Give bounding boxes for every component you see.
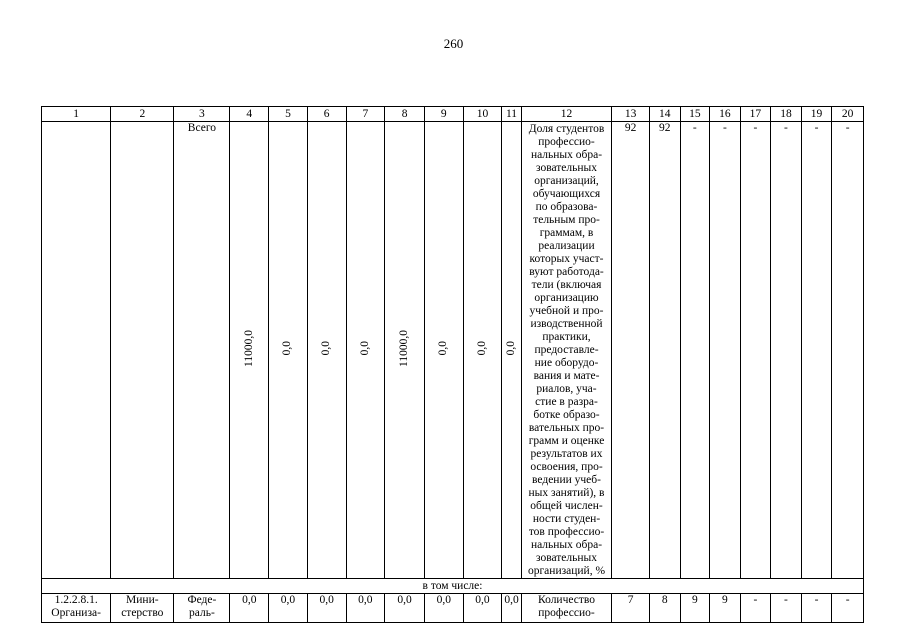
description-line: обучающихся bbox=[532, 188, 601, 200]
sub-col15-value: 9 bbox=[680, 594, 710, 623]
description-line: учебной и про- bbox=[529, 305, 604, 317]
description-line: ботке образо- bbox=[533, 409, 600, 421]
total-col8-value: 11000,0 bbox=[398, 329, 411, 367]
sub-col10-value: 0,0 bbox=[463, 594, 502, 623]
total-col17-value: - bbox=[740, 122, 771, 579]
source-line: Феде- bbox=[187, 594, 217, 606]
budget-indicators-table bbox=[41, 106, 864, 623]
column-header-9: 9 bbox=[424, 107, 463, 122]
sub-col17-value: - bbox=[740, 594, 771, 623]
description-line: вуют работода- bbox=[529, 266, 604, 278]
column-header-7: 7 bbox=[346, 107, 385, 122]
total-col4-value: 11000,0 bbox=[242, 329, 255, 367]
sub-col8-value: 0,0 bbox=[385, 594, 425, 623]
indicator-description bbox=[521, 122, 612, 579]
column-header-5: 5 bbox=[269, 107, 308, 122]
description-line: изводственной bbox=[530, 318, 603, 330]
column-header-4: 4 bbox=[230, 107, 269, 122]
description-line: предоставле- bbox=[534, 344, 599, 356]
description-line: тельным про- bbox=[533, 214, 600, 226]
page-number: 260 bbox=[443, 36, 464, 51]
executor-line: Мини- bbox=[126, 594, 159, 606]
description-line: Доля студентов bbox=[528, 123, 605, 135]
column-header-10: 10 bbox=[463, 107, 502, 122]
column-header-12: 12 bbox=[521, 107, 612, 122]
description-line: организаций, bbox=[534, 175, 599, 187]
sub-col16-value: 9 bbox=[710, 594, 741, 623]
total-label: Всего bbox=[174, 122, 230, 579]
column-header-17: 17 bbox=[740, 107, 771, 122]
sub-col13-value: 7 bbox=[612, 594, 650, 623]
description-line: грамм и оценке bbox=[528, 435, 605, 447]
column-header-13: 13 bbox=[612, 107, 650, 122]
description-line: организацию bbox=[534, 292, 599, 304]
column-header-1: 1 bbox=[42, 107, 111, 122]
description-line: организаций, % bbox=[527, 565, 606, 577]
source-cell bbox=[174, 594, 230, 623]
description-line: ных занятий), в bbox=[528, 487, 605, 499]
sub-col9-value: 0,0 bbox=[424, 594, 463, 623]
sub-indicator-line: Количество bbox=[538, 594, 595, 606]
column-header-16: 16 bbox=[710, 107, 741, 122]
total-row bbox=[42, 122, 864, 579]
total-col18-value: - bbox=[771, 122, 802, 579]
description-line: стие в разра- bbox=[535, 396, 598, 408]
total-col5-cell bbox=[269, 122, 308, 579]
total-col7-value: 0,0 bbox=[358, 340, 371, 356]
total-col19-value: - bbox=[801, 122, 832, 579]
total-col1-cell bbox=[42, 122, 111, 579]
total-col11-cell bbox=[502, 122, 521, 579]
sub-indicator-line: профессио- bbox=[538, 607, 595, 619]
description-line: зовательных bbox=[535, 162, 598, 174]
sub-col7-value: 0,0 bbox=[346, 594, 385, 623]
column-header-3: 3 bbox=[174, 107, 230, 122]
description-line: нальных обра- bbox=[530, 149, 603, 161]
total-col20-value: - bbox=[832, 122, 864, 579]
sub-col5-value: 0,0 bbox=[269, 594, 308, 623]
description-line: которых участ- bbox=[529, 253, 604, 265]
column-header-8: 8 bbox=[385, 107, 425, 122]
sub-col19-value: - bbox=[801, 594, 832, 623]
description-line: тели (включая bbox=[531, 279, 602, 291]
description-line: ности студен- bbox=[532, 513, 601, 525]
sub-col18-value: - bbox=[771, 594, 802, 623]
sub-col20-value: - bbox=[832, 594, 864, 623]
description-line: тов профессио- bbox=[528, 526, 605, 538]
column-header-14: 14 bbox=[650, 107, 681, 122]
total-col9-value: 0,0 bbox=[437, 340, 450, 356]
total-col4-cell bbox=[230, 122, 269, 579]
total-col2-cell bbox=[111, 122, 174, 579]
description-line: профессио- bbox=[538, 136, 595, 148]
description-line: риалов, уча- bbox=[536, 383, 597, 395]
description-line: результатов их bbox=[530, 448, 603, 460]
total-col7-cell bbox=[346, 122, 385, 579]
column-header-2: 2 bbox=[111, 107, 174, 122]
column-header-18: 18 bbox=[771, 107, 802, 122]
description-line: по образова- bbox=[535, 201, 598, 213]
total-col10-value: 0,0 bbox=[475, 340, 488, 356]
executor-cell bbox=[111, 594, 174, 623]
column-header-20: 20 bbox=[832, 107, 864, 122]
description-line: нальных обра- bbox=[530, 539, 603, 551]
sub-col4-value: 0,0 bbox=[230, 594, 269, 623]
sub-indicator-cell bbox=[521, 594, 612, 623]
description-line: ние оборудо- bbox=[534, 357, 599, 369]
column-header-19: 19 bbox=[801, 107, 832, 122]
total-col8-cell bbox=[385, 122, 425, 579]
sub-col6-value: 0,0 bbox=[307, 594, 346, 623]
sub-col14-value: 8 bbox=[650, 594, 681, 623]
total-col11-value: 0,0 bbox=[505, 340, 518, 356]
description-line: освоения, про- bbox=[530, 461, 603, 473]
description-line: практики, bbox=[542, 331, 591, 343]
total-col13-value: 92 bbox=[612, 122, 650, 579]
column-header-15: 15 bbox=[680, 107, 710, 122]
including-row bbox=[42, 579, 864, 594]
item-number: 1.2.2.8.1. bbox=[54, 594, 98, 606]
total-col16-value: - bbox=[710, 122, 741, 579]
description-line: зовательных bbox=[535, 552, 598, 564]
total-col6-value: 0,0 bbox=[320, 340, 333, 356]
description-line: вания и мате- bbox=[533, 370, 600, 382]
total-col9-cell bbox=[424, 122, 463, 579]
total-col5-value: 0,0 bbox=[281, 340, 294, 356]
column-header-11: 11 bbox=[502, 107, 521, 122]
description-line: граммам, в bbox=[539, 227, 594, 239]
total-col15-value: - bbox=[680, 122, 710, 579]
sub-col11-value: 0,0 bbox=[502, 594, 521, 623]
item-name-start: Организа- bbox=[51, 607, 101, 619]
source-line: раль- bbox=[189, 607, 215, 619]
description-line: реализации bbox=[538, 240, 595, 252]
description-line: общей числен- bbox=[530, 500, 603, 512]
total-col14-value: 92 bbox=[650, 122, 681, 579]
item-number-cell bbox=[42, 594, 111, 623]
including-label: в том числе: bbox=[42, 579, 864, 594]
table-row bbox=[42, 594, 864, 623]
executor-line: стерство bbox=[121, 607, 164, 619]
description-line: ведении учеб- bbox=[532, 474, 601, 486]
total-col6-cell bbox=[307, 122, 346, 579]
total-col10-cell bbox=[463, 122, 502, 579]
column-number-row bbox=[42, 107, 864, 122]
description-line: вательных про- bbox=[528, 422, 605, 434]
column-header-6: 6 bbox=[307, 107, 346, 122]
